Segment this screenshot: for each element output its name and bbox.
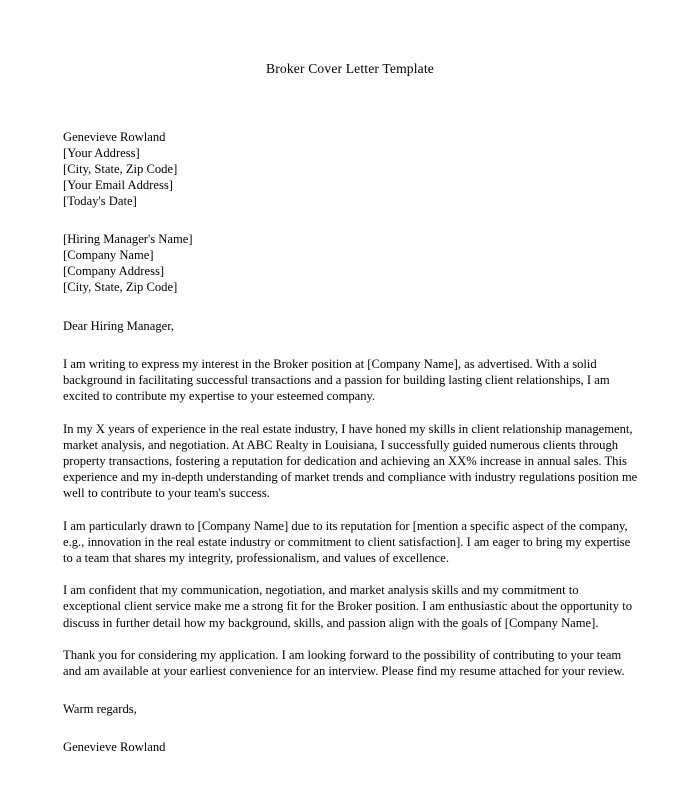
spacer-before-closing — [63, 679, 639, 701]
body-paragraph-5: Thank you for considering my application. I am looking forward to the possibility of contributing to your team and am available at your earliest convenience for an interview. Please find my resume attached for your review. — [63, 647, 625, 679]
spacer-paragraph-1 — [63, 405, 639, 421]
recipient-city-state-zip-placeholder: [City, State, Zip Code] — [63, 280, 178, 294]
sender-name: Genevieve Rowland — [63, 130, 166, 144]
body-paragraph-3: I am particularly drawn to [Company Name] due to its reputation for [mention a specific aspect of the company, e.g., innovation in the real estate industry or commitment to client satisfaction]. I am eager to bring my expertise to a team that shares my integrity, professionalism, and values of excellence. — [63, 518, 631, 566]
spacer-paragraph-4 — [63, 631, 639, 647]
recipient-manager-name-placeholder: [Hiring Manager's Name] — [63, 232, 193, 246]
spacer-after-recipient — [63, 295, 639, 318]
spacer-paragraph-2 — [63, 502, 639, 518]
sender-address-placeholder: [Your Address] — [63, 146, 140, 160]
spacer-paragraph-3 — [63, 566, 639, 582]
recipient-company-name-placeholder: [Company Name] — [63, 248, 154, 262]
sender-date-placeholder: [Today's Date] — [63, 194, 137, 208]
sender-email-placeholder: [Your Email Address] — [63, 178, 173, 192]
spacer-before-signature — [63, 717, 639, 739]
page-title: Broker Cover Letter Template — [266, 61, 434, 76]
salutation: Dear Hiring Manager, — [63, 319, 175, 333]
spacer-after-sender — [63, 209, 639, 231]
recipient-company-address-placeholder: [Company Address] — [63, 264, 165, 278]
spacer-after-salutation — [63, 334, 639, 356]
sender-city-state-zip-placeholder: [City, State, Zip Code] — [63, 162, 178, 176]
letter-body — [63, 129, 639, 755]
body-paragraph-4: I am confident that my communication, negotiation, and market analysis skills and my commitment to exceptional client service make me a strong fit for the Broker position. I am enthusiastic about the opportunity to discuss in further detail how my background, skills, and passion align with the goals of [Company Name]. — [63, 583, 633, 630]
body-paragraph-1: I am writing to express my interest in the Broker position at [Company Name], as advertised. With a solid background in facilitating successful transactions and a passion for building lasting client relationships, I am excited to contribute my expertise to your esteemed company. — [63, 357, 610, 404]
body-paragraph-2: In my X years of experience in the real estate industry, I have honed my skills in client relationship management, market analysis, and negotiation. At ABC Realty in Louisiana, I successfully guided numerous clients through property transactions, fostering a reputation for dedication and achieving an XX% increase in annual sales. This experience and my in-depth understanding of market trends and compliance with industry regulations position me well to contribute to your team's success. — [63, 421, 638, 501]
recipient-address-block — [63, 231, 639, 295]
sender-address-block — [63, 129, 639, 209]
closing-salutation: Warm regards, — [63, 702, 137, 717]
signature-name: Genevieve Rowland — [63, 740, 166, 755]
